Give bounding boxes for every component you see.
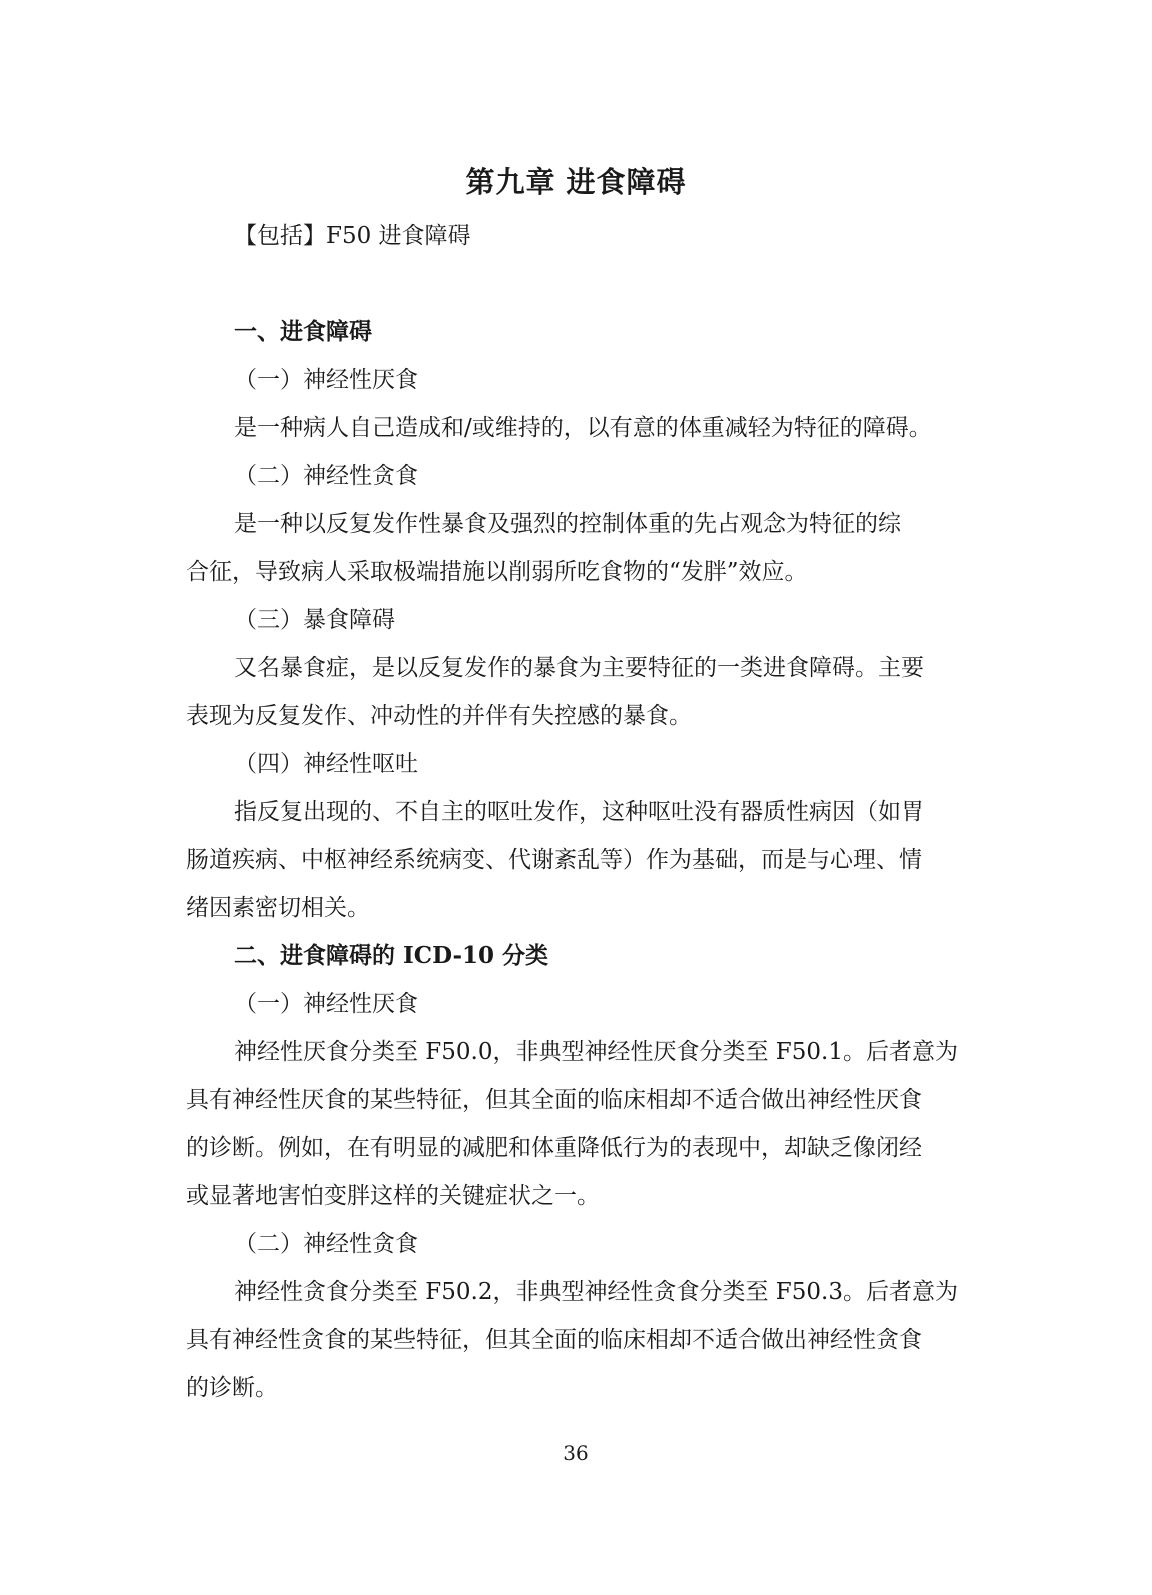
paragraph-line: 合征，导致病人采取极端措施以削弱所吃食物的“发胖”效应。 (186, 559, 808, 585)
paragraph-line: 或显著地害怕变胖这样的关键症状之一。 (186, 1183, 600, 1209)
paragraph-line: 具有神经性厌食的某些特征，但其全面的临床相却不适合做出神经性厌食 (186, 1087, 922, 1113)
paragraph-line: 肠道疾病、中枢神经系统病变、代谢紊乱等）作为基础，而是与心理、情 (186, 847, 922, 873)
paragraph-line: 是一种病人自己造成和/或维持的，以有意的体重减轻为特征的障碍。 (234, 415, 932, 441)
paragraph-line: 绪因素密切相关。 (186, 895, 370, 921)
paragraph-line: 表现为反复发作、冲动性的并伴有失控感的暴食。 (186, 703, 692, 729)
chapter-title: 第九章 进食障碍 (465, 165, 687, 199)
subsection-title: （一）神经性厌食 (234, 991, 418, 1017)
subsection-title: （二）神经性贪食 (234, 463, 418, 489)
subsection-title: （三）暴食障碍 (234, 607, 395, 633)
page-number: 36 (563, 1441, 589, 1465)
paragraph-line: 是一种以反复发作性暴食及强烈的控制体重的先占观念为特征的综 (234, 511, 901, 537)
paragraph-line: 的诊断。例如，在有明显的减肥和体重降低行为的表现中，却缺乏像闭经 (186, 1135, 922, 1161)
section-heading: 一、进食障碍 (234, 318, 372, 345)
paragraph-line: 指反复出现的、不自主的呕吐发作，这种呕吐没有器质性病因（如胃 (234, 799, 924, 825)
paragraph-line: 神经性贪食分类至 F50.2，非典型神经性贪食分类至 F50.3。后者意为 (234, 1279, 958, 1305)
paragraph-line: 又名暴食症，是以反复发作的暴食为主要特征的一类进食障碍。主要 (234, 655, 924, 681)
section-heading: 二、进食障碍的 ICD-10 分类 (234, 942, 549, 969)
subsection-title: （二）神经性贪食 (234, 1231, 418, 1257)
paragraph-line: 神经性厌食分类至 F50.0，非典型神经性厌食分类至 F50.1。后者意为 (234, 1039, 958, 1065)
paragraph-line: 具有神经性贪食的某些特征，但其全面的临床相却不适合做出神经性贪食 (186, 1327, 922, 1353)
subsection-title: （一）神经性厌食 (234, 367, 418, 393)
subsection-title: （四）神经性呕吐 (234, 751, 418, 777)
includes-line: 【包括】F50 进食障碍 (234, 223, 471, 249)
paragraph-line: 的诊断。 (186, 1375, 278, 1401)
